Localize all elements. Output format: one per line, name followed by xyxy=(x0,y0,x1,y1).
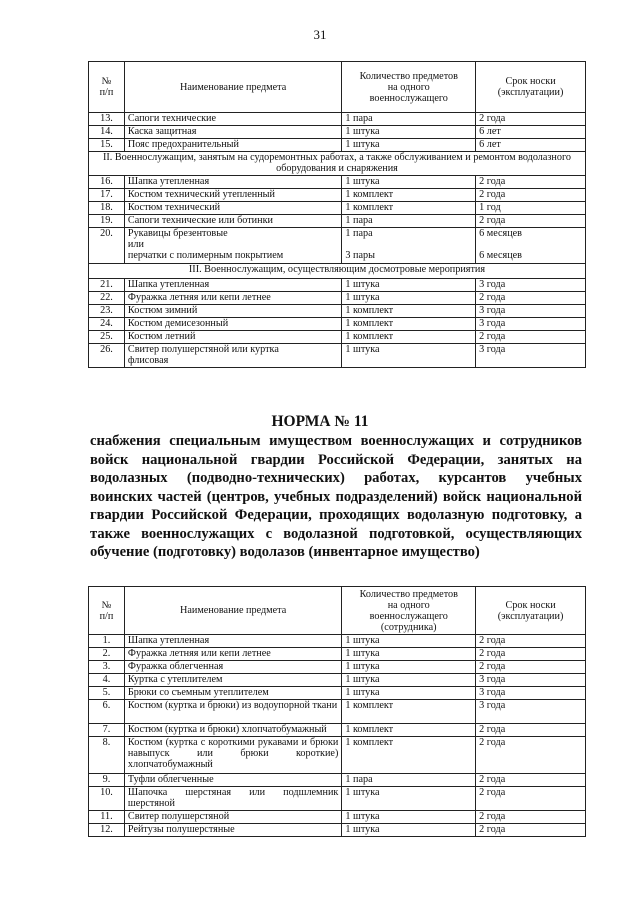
item-name: Туфли облегченные xyxy=(124,774,341,787)
table-norm-11 xyxy=(88,586,586,837)
item-name: Шапка утепленная xyxy=(124,176,341,189)
table-row xyxy=(89,305,586,318)
quantity: 1 комплект xyxy=(342,737,476,774)
row-number: 17. xyxy=(89,189,125,202)
table-row xyxy=(89,279,586,292)
section-row xyxy=(89,152,586,176)
table-row xyxy=(89,787,586,811)
table-row xyxy=(89,292,586,305)
table-row xyxy=(89,700,586,724)
item-name: Каска защитная xyxy=(124,126,341,139)
row-number: 16. xyxy=(89,176,125,189)
row-number: 11. xyxy=(89,811,125,824)
wear-period: 3 года xyxy=(476,318,586,331)
header-quantity: Количество предметов на одного военнослужащего (сотрудника) xyxy=(342,587,476,635)
row-number: 7. xyxy=(89,724,125,737)
quantity: 1 комплект xyxy=(342,331,476,344)
header-quantity: Количество предметов на одного военнослужащего xyxy=(342,62,476,113)
wear-period: 2 года xyxy=(476,824,586,837)
row-number: 10. xyxy=(89,787,125,811)
wear-period: 2 года xyxy=(476,661,586,674)
item-name: Сапоги технические или ботинки xyxy=(124,215,341,228)
item-name: Шапка утепленная xyxy=(124,279,341,292)
table-row xyxy=(89,126,586,139)
row-number: 6. xyxy=(89,700,125,724)
table-row xyxy=(89,344,586,368)
wear-period: 3 года xyxy=(476,687,586,700)
section-row xyxy=(89,264,586,279)
item-name: Костюм технический утепленный xyxy=(124,189,341,202)
wear-period: 2 года xyxy=(476,635,586,648)
quantity: 1 штука xyxy=(342,635,476,648)
wear-period: 2 года xyxy=(476,176,586,189)
table-row xyxy=(89,774,586,787)
table-row xyxy=(89,674,586,687)
header-row xyxy=(89,62,586,113)
row-number: 9. xyxy=(89,774,125,787)
wear-period: 2 года xyxy=(476,811,586,824)
quantity: 1 штука xyxy=(342,661,476,674)
item-name: Костюм (куртка и брюки) хлопчатобумажный xyxy=(124,724,341,737)
row-number: 12. xyxy=(89,824,125,837)
quantity: 1 комплект xyxy=(342,305,476,318)
header-number: № п/п xyxy=(89,62,125,113)
table-row xyxy=(89,139,586,152)
quantity: 1 штука xyxy=(342,344,476,368)
quantity: 1 пара 3 пары xyxy=(342,228,476,264)
table-row xyxy=(89,648,586,661)
quantity: 1 комплект xyxy=(342,700,476,724)
wear-period: 2 года xyxy=(476,787,586,811)
row-number: 8. xyxy=(89,737,125,774)
table-row xyxy=(89,811,586,824)
quantity: 1 штука xyxy=(342,811,476,824)
table-row xyxy=(89,687,586,700)
quantity: 1 пара xyxy=(342,113,476,126)
quantity: 1 штука xyxy=(342,648,476,661)
wear-period: 2 года xyxy=(476,292,586,305)
wear-period: 6 месяцев 6 месяцев xyxy=(476,228,586,264)
item-name: Костюм (куртка с короткими рукавами и брюки навыпуск или брюки короткие) хлопчатобумажный xyxy=(124,737,341,774)
table-row xyxy=(89,215,586,228)
wear-period: 2 года xyxy=(476,215,586,228)
wear-period: 3 года xyxy=(476,344,586,368)
section-heading: II. Военнослужащим, занятым на судоремонтных работах, а также обслуживанием и ремонтом водолазного оборудования и снаряжения xyxy=(89,152,586,176)
wear-period: 1 год xyxy=(476,202,586,215)
quantity: 1 комплект xyxy=(342,318,476,331)
item-name: Куртка с утеплителем xyxy=(124,674,341,687)
norm-description: снабжения специальным имуществом военнослужащих и сотрудников войск национальной гвардии Российской Федерации, занятых на водолазных (подводно-технических) работах, курсантов учебных воинских частей (центров, учебных подразделений) войск национальной гвардии Российской Федерации, проходящих водолазную подготовку, а также военнослужащих с водолазной подготовкой, осуществляющих обучение (подготовку) водолазов (инвентарное имущество) xyxy=(90,433,582,560)
quantity: 1 штука xyxy=(342,824,476,837)
wear-period: 2 года xyxy=(476,331,586,344)
table-row xyxy=(89,113,586,126)
table-row xyxy=(89,724,586,737)
row-number: 26. xyxy=(89,344,125,368)
quantity: 1 пара xyxy=(342,774,476,787)
item-name: Костюм технический xyxy=(124,202,341,215)
wear-period: 3 года xyxy=(476,305,586,318)
item-name: Пояс предохранительный xyxy=(124,139,341,152)
quantity: 1 штука xyxy=(342,176,476,189)
item-name: Костюм демисезонный xyxy=(124,318,341,331)
item-name: Свитер полушерстяной xyxy=(124,811,341,824)
table-row xyxy=(89,737,586,774)
quantity: 1 комплект xyxy=(342,189,476,202)
quantity: 1 комплект xyxy=(342,202,476,215)
wear-period: 2 года xyxy=(476,113,586,126)
row-number: 3. xyxy=(89,661,125,674)
quantity: 1 комплект xyxy=(342,724,476,737)
wear-period: 3 года xyxy=(476,674,586,687)
quantity: 1 штука xyxy=(342,787,476,811)
item-name: Костюм (куртка и брюки) из водоупорной ткани xyxy=(124,700,341,724)
wear-period: 2 года xyxy=(476,774,586,787)
row-number: 1. xyxy=(89,635,125,648)
row-number: 22. xyxy=(89,292,125,305)
table-row xyxy=(89,318,586,331)
row-number: 2. xyxy=(89,648,125,661)
row-number: 21. xyxy=(89,279,125,292)
item-name: Брюки со съемным утеплителем xyxy=(124,687,341,700)
row-number: 24. xyxy=(89,318,125,331)
item-name: Фуражка летняя или кепи летнее xyxy=(124,648,341,661)
wear-period: 2 года xyxy=(476,724,586,737)
row-number: 25. xyxy=(89,331,125,344)
wear-period: 2 года xyxy=(476,189,586,202)
row-number: 5. xyxy=(89,687,125,700)
table-continuation xyxy=(88,61,586,368)
wear-period: 2 года xyxy=(476,648,586,661)
quantity: 1 штука xyxy=(342,126,476,139)
wear-period: 2 года xyxy=(476,737,586,774)
wear-period: 3 года xyxy=(476,279,586,292)
item-name: Рукавицы брезентовые или перчатки с полимерным покрытием xyxy=(124,228,341,264)
item-name: Шапочка шерстяная или подшлемник шерстяной xyxy=(124,787,341,811)
quantity: 1 штука xyxy=(342,139,476,152)
quantity: 1 штука xyxy=(342,674,476,687)
header-row xyxy=(89,587,586,635)
item-name: Свитер полушерстяной или куртка флисовая xyxy=(124,344,341,368)
item-name: Рейтузы полушерстяные xyxy=(124,824,341,837)
norm-title: НОРМА № 11 xyxy=(271,413,369,430)
item-name: Фуражка летняя или кепи летнее xyxy=(124,292,341,305)
table-row xyxy=(89,228,586,264)
table-row xyxy=(89,189,586,202)
wear-period: 3 года xyxy=(476,700,586,724)
quantity: 1 штука xyxy=(342,279,476,292)
header-wear-period: Срок носки (эксплуатации) xyxy=(476,62,586,113)
item-name: Шапка утепленная xyxy=(124,635,341,648)
row-number: 15. xyxy=(89,139,125,152)
item-name: Фуражка облегченная xyxy=(124,661,341,674)
header-number: № п/п xyxy=(89,587,125,635)
table-row xyxy=(89,635,586,648)
table-row xyxy=(89,661,586,674)
wear-period: 6 лет xyxy=(476,139,586,152)
row-number: 4. xyxy=(89,674,125,687)
header-item-name: Наименование предмета xyxy=(124,587,341,635)
page-number: 31 xyxy=(313,27,327,42)
wear-period: 6 лет xyxy=(476,126,586,139)
row-number: 19. xyxy=(89,215,125,228)
table-row xyxy=(89,331,586,344)
row-number: 23. xyxy=(89,305,125,318)
row-number: 13. xyxy=(89,113,125,126)
quantity: 1 пара xyxy=(342,215,476,228)
item-name: Костюм летний xyxy=(124,331,341,344)
quantity: 1 штука xyxy=(342,292,476,305)
row-number: 14. xyxy=(89,126,125,139)
row-number: 18. xyxy=(89,202,125,215)
section-heading: III. Военнослужащим, осуществляющим досмотровые мероприятия xyxy=(89,264,586,279)
header-item-name: Наименование предмета xyxy=(124,62,341,113)
quantity: 1 штука xyxy=(342,687,476,700)
header-wear-period: Срок носки (эксплуатации) xyxy=(476,587,586,635)
table-row xyxy=(89,176,586,189)
item-name: Костюм зимний xyxy=(124,305,341,318)
table-row xyxy=(89,824,586,837)
row-number: 20. xyxy=(89,228,125,264)
table-row xyxy=(89,202,586,215)
item-name: Сапоги технические xyxy=(124,113,341,126)
